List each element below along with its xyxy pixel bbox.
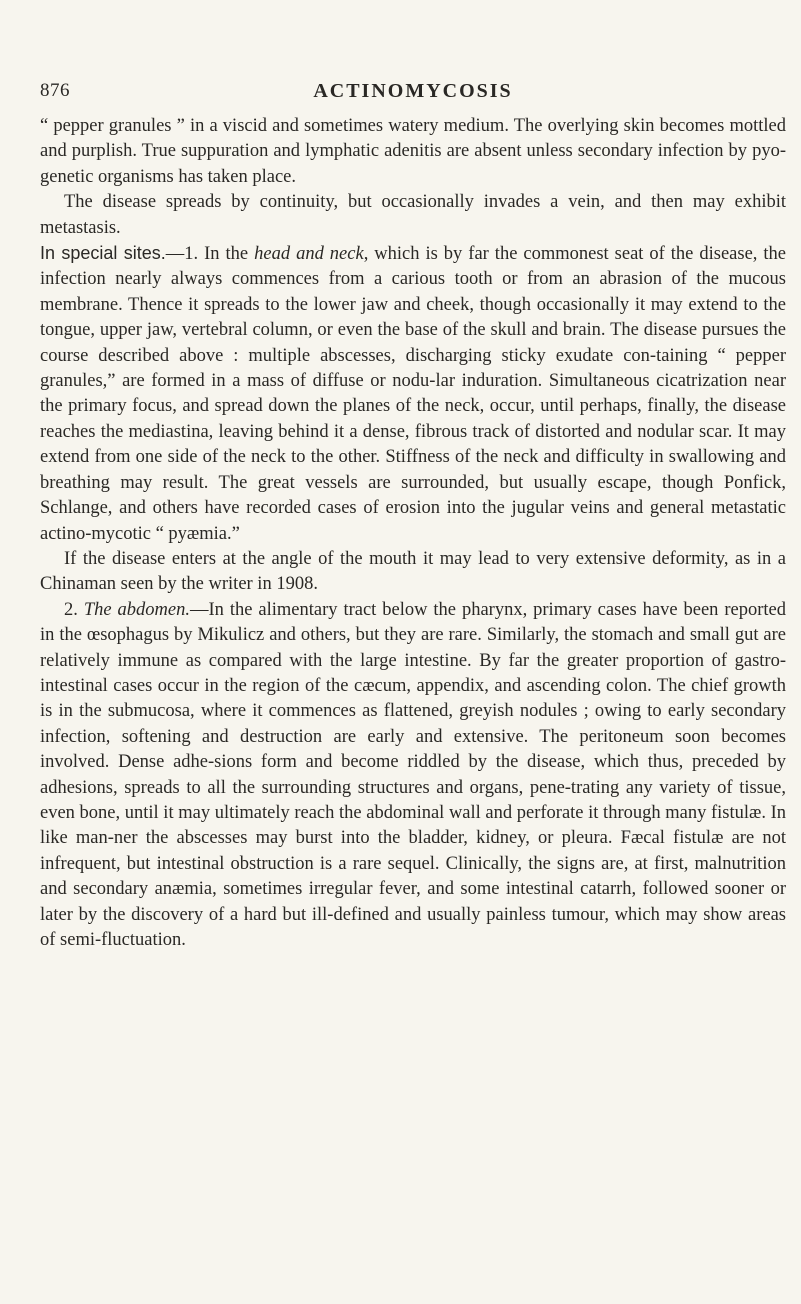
- paragraph-spread: The disease spreads by continuity, but occasionally invades a vein, and then may exhibit metastasis.: [40, 192, 786, 238]
- head-neck-italic: head and neck: [254, 244, 364, 265]
- section-heading-special-sites: In special sites.: [40, 243, 166, 264]
- head-neck-text: , which is by far the commonest seat of the disease, the infection nearly always commences from a carious tooth or from an abrasion of the mucous membrane. Thence it spreads to the lower jaw and cheek, though occasionally it may extend to the tongue, upper jaw, vertebral column, or even the base of the skull and brain. The disease pursues the course described above : multiple abscesses, discharging sticky exudate con-taining “ pepper granules,” are formed in a mass of diffuse or nodu-lar induration. Simultaneous cicatrization near the primary focus, and spread down the planes of the neck, occur, until perhaps, finally, the disease reaches the mediastina, leaving behind it a dense, fibrous track of distorted and nodular scar. It may extend from one side of the neck to the other. Stiffness of the neck and difficulty in swallowing and breathing may result. The great vessels are surrounded, but usually escape, though Ponfick, Schlange, and others have recorded cases of erosion into the jugular veins and general metastatic actino-mycotic “ pyæmia.”: [40, 244, 786, 544]
- paragraph-pepper-granules: “ pepper granules ” in a viscid and sometimes watery medium. The overlying skin becomes mottled and purplish. True suppuration and lymphatic adenitis are absent unless secondary infection by pyo-genetic organisms has taken place.: [40, 116, 786, 187]
- abdomen-text: —In the alimentary tract below the pharynx, primary cases have been reported in the œsophagus by Mikulicz and others, but they are rare. Similarly, the stomach and small gut are relatively immune as compared with the large intestine. By far the greater proportion of gastro-intestinal cases occur in the region of the cæcum, appendix, and ascending colon. The chief growth is in the submucosa, where it commences as flattened, greyish nodules ; owing to early secondary infection, softening and destruction are early and extensive. The peritoneum soon becomes involved. Dense adhe-sions form and become riddled by the disease, which thus, preceded by adhesions, spreads to all the surrounding structures and organs, pene-trating any variety of tissue, even bone, until it may ultimately reach the abdominal wall and perforate it through many fistulæ. In like man-ner the abscesses may burst into the bladder, kidney, or pleura. Fæcal fistulæ are not infrequent, but intestinal obstruction is a rare sequel. Clinically, the signs are, at first, malnutrition and secondary anæmia, sometimes irregular fever, and some intestinal catarrh, followed sooner or later by the discovery of a hard but ill-defined and usually painless tumour, which may show areas of semi-fluctuation.: [40, 599, 786, 950]
- abdomen-number: 2.: [64, 599, 84, 620]
- paragraph-special-sites: [40, 241, 786, 547]
- paragraph-abdomen: [40, 598, 786, 954]
- running-head: ACTINOMYCOSIS: [313, 80, 513, 102]
- page-header: [40, 80, 786, 110]
- paragraph-mouth-angle: If the disease enters at the angle of the mouth it may lead to very extensive deformity, as in a Chinaman seen by the writer in 1908.: [40, 548, 786, 595]
- head-neck-lead: —1. In the: [165, 244, 255, 265]
- page-number: 876: [40, 80, 70, 101]
- abdomen-heading: The abdomen.: [83, 599, 190, 620]
- body-text: [40, 114, 786, 953]
